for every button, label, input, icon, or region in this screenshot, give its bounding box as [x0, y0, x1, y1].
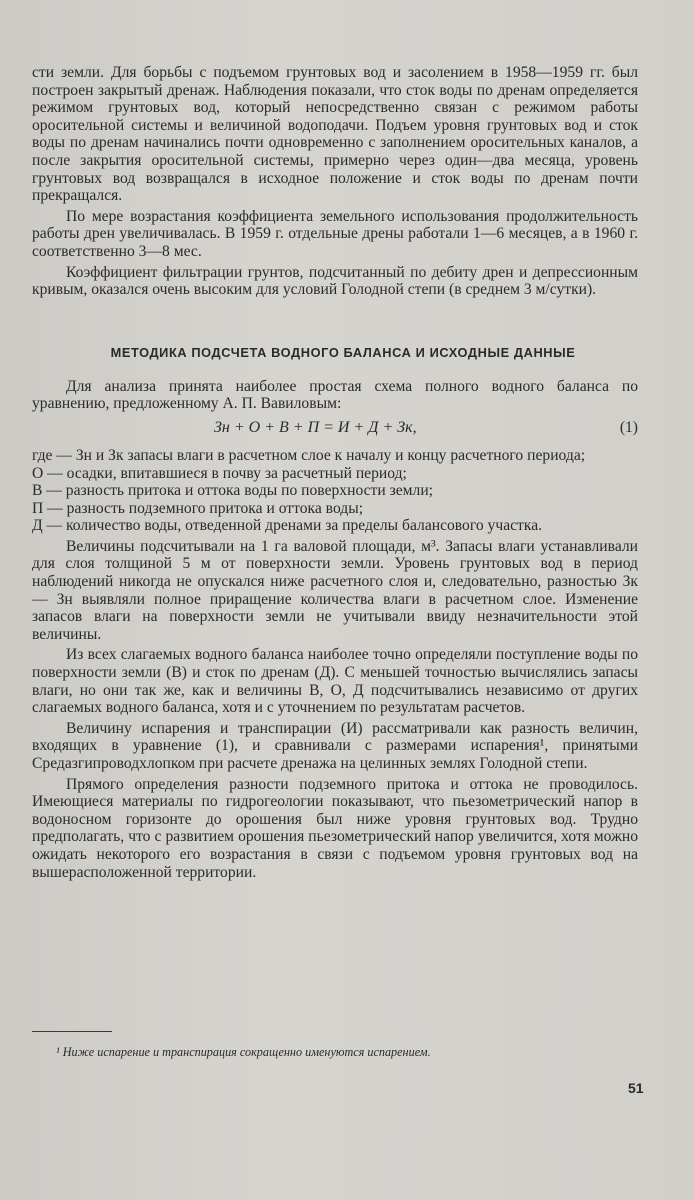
paragraph-6: Из всех слагаемых водного баланса наиболее точно определяли поступление воды по поверхности земли (В) и сток по дренам (Д). С меньшей точностью вычислялись запасы влаги, но они так же, как и величины В, О, Д подсчитывались независимо от других слагаемых водного баланса, хотя и с уточнением по результатам расчетов. — [32, 646, 638, 717]
equation-row — [32, 417, 638, 443]
definition-p: П — разность подземного притока и оттока воды; — [32, 499, 364, 517]
paragraph-8: Прямого определения разности подземного притока и оттока не проводилось. Имеющиеся материалы по гидрогеологии показывают, что пьезометрический напор в водоносном горизонте до орошения был ниже уровня грунтовых вод. Трудно предполагать, что с развитием орошения пьезометрический напор увеличится, хотя можно ожидать некоторого его возрастания в связи с подъемом уровня грунтовых вод на вышерасположенной территории. — [32, 775, 638, 881]
balance-equation: Зн + О + В + П = И + Д + Зк, — [214, 418, 417, 436]
page-number: 51 — [628, 1080, 644, 1096]
page-body — [32, 64, 638, 881]
paragraph-7: Величину испарения и транспирации (И) рассматривали как разность величин, входящих в уравнение (1), и сравнивали с размерами испарения¹, принятыми Средазгипроводхлопком при расчете дренажа на целинных землях Голодной степи. — [32, 719, 638, 772]
paragraph-1: сти земли. Для борьбы с подъемом грунтовых вод и засолением в 1958—1959 гг. был построен закрытый дренаж. Наблюдения показали, что сток воды по дренам определяется режимом грунтовых вод, который непосредственно связан с режимом работы оросительной системы и величиной водоподачи. Подъем уровня грунтовых вод и сток воды по дренам начинались почти одновременно с заполнением оросительных каналов, а после закрытия оросительной системы, примерно через один—два месяца, уровень грунтовых вод возвращался в исходное положение и сток воды по дренам почти прекращался. — [32, 64, 638, 205]
equation-number: (1) — [619, 418, 638, 436]
definition-o: О — осадки, впитавшиеся в почву за расчетный период; — [32, 464, 407, 482]
definition-where: где — Зн и Зк запасы влаги в расчетном слое к началу и концу расчетного периода; — [32, 446, 586, 464]
paragraph-4: Для анализа принята наиболее простая схема полного водного баланса по уравнению, предложенному А. П. Вавиловым: — [32, 377, 638, 413]
paragraph-5: Величины подсчитывали на 1 га валовой площади, м³. Запасы влаги устанавливали для слоя толщиной 5 м от поверхности земли. Уровень грунтовых вод в период наблюдений никогда не опускался ниже расчетного слоя и, следовательно, разностью Зк — Зн выявляли полное приращение количества влаги в расчетном слое. Изменение запасов влаги на поверхности земли не учитывали ввиду незначительности этой величины. — [32, 537, 638, 643]
footnote: ¹ Ниже испарение и транспирация сокращенно именуются испарением. — [56, 1045, 431, 1059]
definition-d: Д — количество воды, отведенной дренами за пределы балансового участка. — [32, 517, 543, 535]
paragraph-3: Коэффициент фильтрации грунтов, подсчитанный по дебиту дрен и депрессионным кривым, оказался очень высоким для условий Голодной степи (в среднем 3 м/сутки). — [32, 263, 638, 299]
definition-b: В — разность притока и оттока воды по поверхности земли; — [32, 482, 434, 500]
paragraph-2: По мере возрастания коэффициента земельного использования продолжительность работы дрен увеличивалась. В 1959 г. отдельные дрены работали 1—6 месяцев, а в 1960 г. соответственно 3—8 мес. — [32, 207, 638, 260]
section-heading: МЕТОДИКА ПОДСЧЕТА ВОДНОГО БАЛАНСА И ИСХОДНЫЕ ДАННЫЕ — [110, 344, 576, 360]
footnote-divider — [32, 1031, 112, 1032]
